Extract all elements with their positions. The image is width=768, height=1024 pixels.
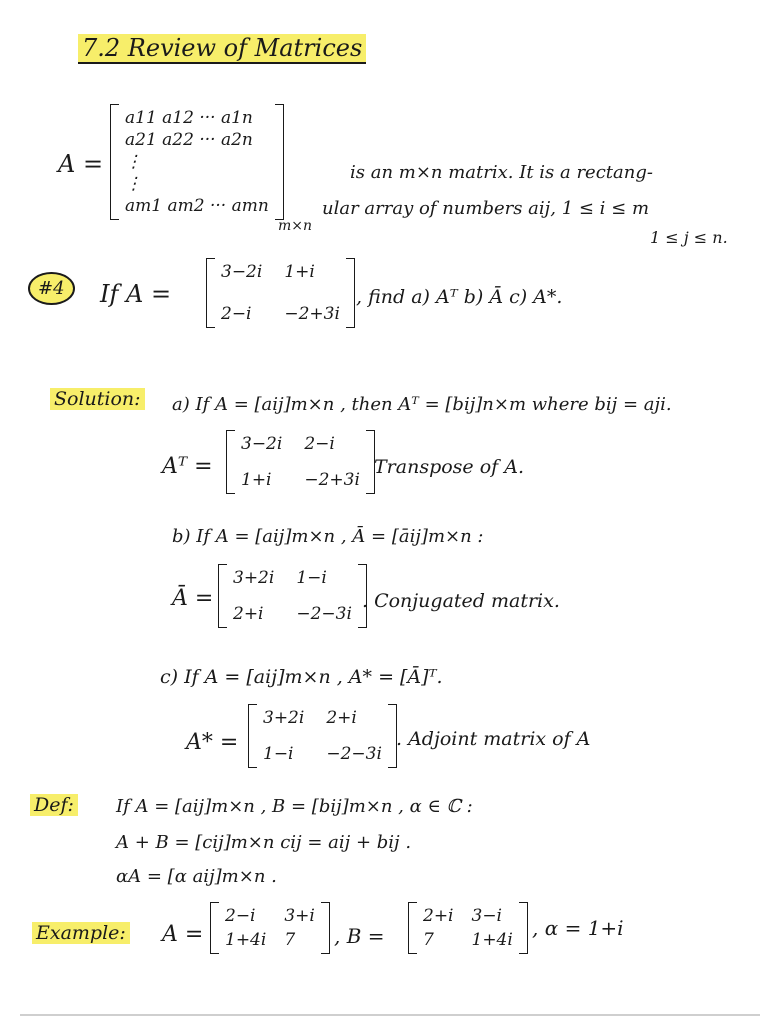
solution-c: c) If A = [aij]m×n , A* = [Ā]ᵀ. [160,666,443,688]
definition-label: Def: [30,794,78,816]
example-a-cell: 3+i [284,906,315,926]
intro-desc-2: ular array of numbers aij, 1 ≤ i ≤ m [322,198,650,219]
definition-line-3: αA = [α aij]m×n . [116,866,277,887]
transpose-cell: 3−2i [241,434,283,454]
transpose-cell: 1+i [241,470,272,490]
transpose-lhs: Aᵀ = [162,454,213,479]
page-title: 7.2 Review of Matrices [78,34,366,64]
problem-cell: −2+3i [284,304,340,324]
adjoint-note: . Adjoint matrix of A [396,728,591,750]
adjoint-cell: 1−i [263,744,294,764]
intro-row-4: ⋮ [125,174,142,194]
intro-lhs: A = [58,150,104,178]
example-a-cell: 1+4i [225,930,267,950]
conjugate-cell: 3+2i [233,568,275,588]
problem-cell: 1+i [284,262,315,282]
adjoint-matrix [248,704,397,768]
problem-find: , find a) Aᵀ b) Ā c) A*. [356,286,563,308]
transpose-note: Transpose of A. [374,456,524,478]
adjoint-cell: −2−3i [326,744,382,764]
example-a-cell: 7 [284,930,296,950]
transpose-matrix [226,430,375,494]
example-a-cell: 2−i [225,906,256,926]
definition-line-2: A + B = [cij]m×n cij = aij + bij . [116,832,412,853]
problem-cell: 3−2i [221,262,263,282]
problem-matrix [206,258,355,328]
conjugate-cell: 2+i [233,604,264,624]
definition-line-1: If A = [aij]m×n , B = [bij]m×n , α ∈ ℂ : [116,796,473,817]
example-b-matrix [408,902,528,954]
conjugate-cell: −2−3i [296,604,352,624]
example-b-cell: 1+4i [471,930,513,950]
bottom-divider [20,1014,760,1016]
example-label: Example: [32,922,130,944]
problem-cell: 2−i [221,304,252,324]
problem-badge: #4 [28,272,75,305]
example-a-lhs: A = [162,922,204,947]
example-b-cell: 7 [423,930,434,950]
conjugate-matrix [218,564,367,628]
example-alpha: , α = 1+i [532,916,624,940]
intro-row-1: a11 a12 ··· a1n [125,108,253,128]
conjugate-lhs: Ā = [172,586,214,611]
conjugate-cell: 1−i [296,568,327,588]
intro-row-5: am1 am2 ··· amn [125,196,269,216]
solution-label: Solution: [50,388,145,410]
example-b-lhs: , B = [334,924,385,948]
example-b-cell: 3−i [471,906,502,926]
transpose-cell: −2+3i [304,470,360,490]
transpose-cell: 2−i [304,434,335,454]
intro-desc-1: is an m×n matrix. It is a rectang- [350,162,653,183]
conjugate-note: . Conjugated matrix. [362,590,560,612]
intro-subscript: m×n [278,218,313,234]
solution-b: b) If A = [aij]m×n , Ā = [āij]m×n : [172,526,484,547]
example-b-cell: 2+i [423,906,454,926]
solution-a: a) If A = [aij]m×n , then Aᵀ = [bij]n×m where bij = aji. [172,394,672,415]
intro-row-3: ⋮ [125,152,142,172]
problem-if: If A = [100,280,172,308]
adjoint-lhs: A* = [186,730,239,755]
adjoint-cell: 2+i [326,708,357,728]
example-a-matrix [210,902,330,954]
intro-matrix [110,104,284,220]
adjoint-cell: 3+2i [263,708,305,728]
intro-row-2: a21 a22 ··· a2n [125,130,253,150]
intro-desc-3: 1 ≤ j ≤ n. [650,228,728,247]
